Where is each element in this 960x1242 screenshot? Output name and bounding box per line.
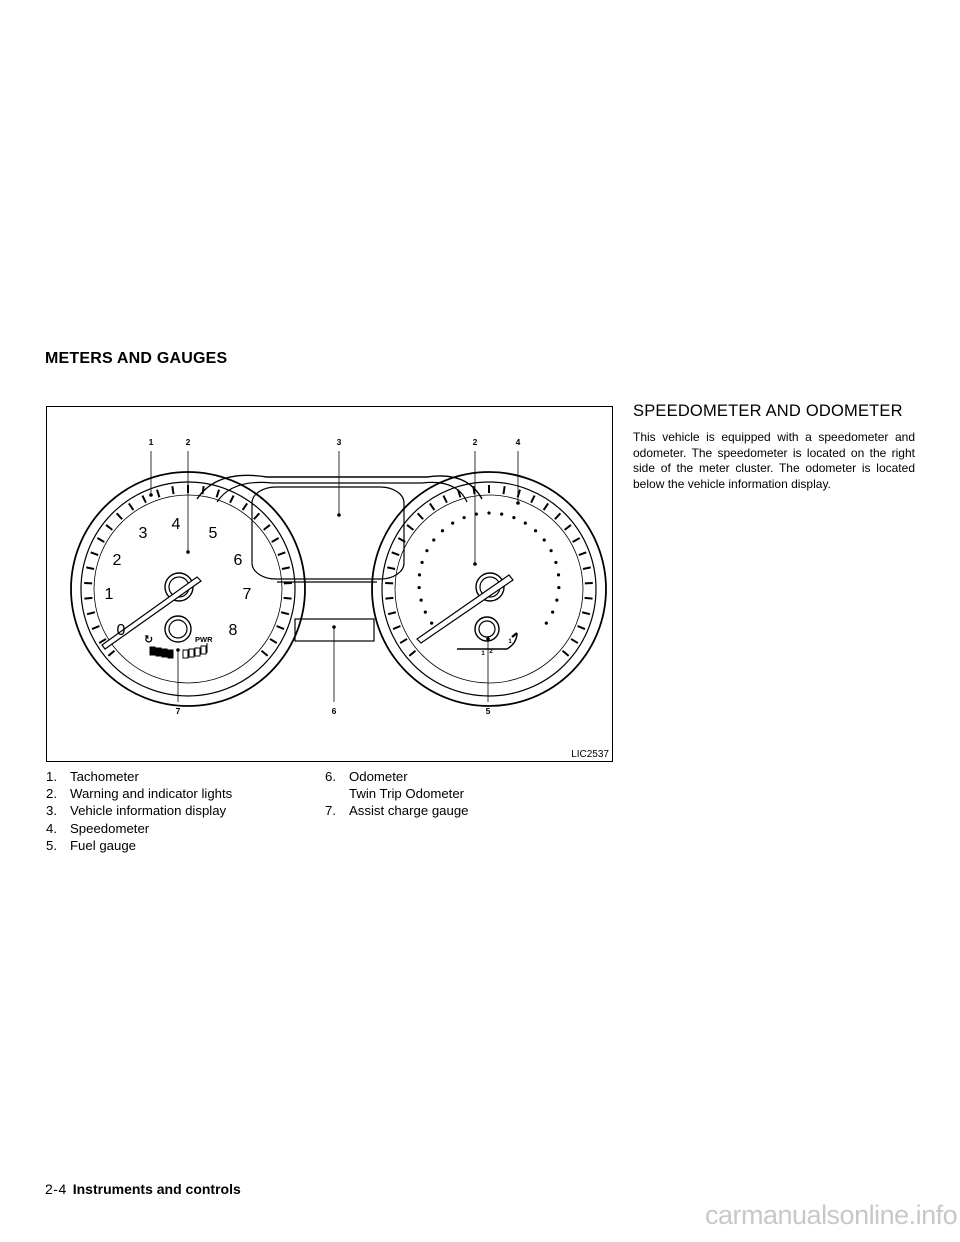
dial-tick (172, 486, 173, 494)
speedometer-dot (451, 522, 454, 525)
dial-tick (582, 612, 590, 614)
legend-item (46, 785, 232, 802)
speedometer-dot (557, 586, 560, 589)
dial-tick (106, 525, 112, 530)
dial-tick (531, 496, 535, 503)
tach-number-2: 2 (112, 552, 122, 569)
speedometer-dot (418, 586, 421, 589)
dial-tick (264, 525, 270, 530)
legend-text: Vehicle information display (70, 803, 227, 819)
dial-tick (270, 639, 277, 643)
tach-number-1: 1 (104, 586, 114, 603)
speedometer-dot (418, 573, 421, 576)
dial-tick (579, 552, 586, 555)
dial-tick (400, 639, 407, 643)
dial-tick (142, 496, 146, 503)
tach-number-6: 6 (233, 552, 243, 569)
callout-4: 4 (515, 437, 521, 447)
dial-tick (230, 496, 234, 503)
dial-tick (430, 503, 435, 510)
dial-tick (385, 598, 393, 599)
speedometer-dot (430, 622, 433, 625)
dial-tick (578, 626, 585, 629)
legend-item (325, 802, 469, 819)
callout-2-right: 2 (472, 437, 478, 447)
fuel-mark-half: 2 (489, 649, 493, 655)
dial-tick (202, 486, 203, 494)
legend-num: 3. (46, 803, 57, 819)
legend-num: 2. (46, 786, 57, 802)
speedometer-dot (441, 529, 444, 532)
speedometer-dot (420, 561, 423, 564)
dial-tick (282, 567, 290, 569)
tach-number-8: 8 (228, 622, 238, 639)
tach-number-0: 0 (116, 622, 126, 639)
callout-3: 3 (336, 437, 342, 447)
legend-item (46, 820, 232, 837)
callout-6: 6 (331, 706, 337, 716)
callout-7: 7 (175, 706, 181, 716)
speedometer-dot (543, 538, 546, 541)
speedometer-dot (463, 516, 466, 519)
dial-tick (544, 503, 549, 510)
sub-heading: SPEEDOMETER AND ODOMETER (633, 402, 903, 420)
legend-item (46, 802, 232, 819)
legend-item (46, 837, 232, 854)
speedometer-dot (534, 529, 537, 532)
dial-tick (407, 525, 413, 530)
speedometer-dot (554, 561, 557, 564)
dial-tick (393, 626, 400, 629)
tach-number-7: 7 (242, 586, 252, 603)
legend-num: 7. (325, 803, 336, 819)
legend-item (46, 768, 232, 785)
dial-tick (284, 598, 292, 599)
dial-tick (129, 503, 134, 510)
dial-tick (458, 490, 460, 498)
chapter-title: Instruments and controls (72, 1181, 241, 1197)
legend-text: Speedometer (70, 820, 150, 836)
dial-tick (243, 503, 248, 510)
dial-tick (86, 567, 94, 569)
speedometer-dot (512, 516, 515, 519)
dial-tick (571, 639, 578, 643)
speedometer-dot (555, 599, 558, 602)
speedometer-dot (545, 622, 548, 625)
dial-tick (84, 598, 92, 599)
legend-text: Assist charge gauge (349, 803, 469, 819)
legend-item (325, 768, 469, 785)
speedometer-dot (524, 522, 527, 525)
tach-number-4: 4 (171, 516, 181, 533)
dial-tick (409, 651, 415, 656)
eco-icon: ↻ (144, 633, 154, 646)
dial-tick (503, 486, 504, 494)
dial-tick (117, 513, 122, 519)
page-number: 2-4 (45, 1181, 67, 1197)
section-heading: METERS AND GAUGES (45, 350, 228, 367)
tach-number-5: 5 (208, 525, 218, 542)
dial-tick (281, 612, 289, 614)
fuel-mark-empty: 1 (481, 651, 485, 657)
dial-tick (555, 513, 560, 519)
callout-1: 1 (148, 437, 154, 447)
instrument-cluster-figure (46, 406, 613, 762)
speedometer-dot (432, 538, 435, 541)
speedometer-dot (557, 573, 560, 576)
legend-text: Tachometer (70, 769, 139, 784)
dial-tick (97, 538, 104, 542)
legend-text: Fuel gauge (70, 837, 136, 853)
legend-subtext: Twin Trip Odometer (349, 786, 465, 802)
legend-num: 6. (325, 769, 336, 784)
dial-tick (272, 538, 279, 542)
dial-tick (392, 552, 399, 555)
legend-num: 1. (46, 769, 57, 784)
dial-tick (585, 598, 593, 599)
dial-tick (473, 486, 474, 494)
tach-number-3: 3 (138, 525, 148, 542)
dial-tick (565, 525, 571, 530)
dial-tick (277, 626, 284, 629)
speedometer-dot (425, 549, 428, 552)
speedometer-dot (424, 611, 427, 614)
pwr-label: PWR (195, 635, 213, 644)
dial-tick (217, 490, 219, 498)
speedometer-dot (487, 511, 490, 514)
speedometer-dot (500, 513, 503, 516)
speedometer-dot (549, 549, 552, 552)
dial-tick (583, 567, 591, 569)
callout-5: 5 (485, 706, 491, 716)
dial-tick (418, 513, 423, 519)
speedometer-dot (551, 611, 554, 614)
dial-tick (91, 552, 98, 555)
body-paragraph: This vehicle is equipped with a speedometer and odometer. The speedometer is located on the right side of the meter cluster. The odometer is located below the vehicle information display. (633, 430, 915, 491)
dial-tick (573, 538, 580, 542)
callout-2-left: 2 (185, 437, 191, 447)
legend-num: 5. (46, 837, 57, 853)
dial-tick (443, 496, 447, 503)
dial-tick (262, 651, 268, 656)
dial-tick (387, 567, 395, 569)
legend-left (46, 768, 232, 854)
legend-right (325, 768, 469, 820)
dial-tick (92, 626, 99, 629)
legend-text: Odometer (349, 769, 408, 784)
fuel-mark-full: 1 (508, 639, 512, 645)
dial-tick (87, 612, 95, 614)
dial-tick (157, 490, 159, 498)
dial-tick (108, 651, 114, 656)
dial-tick (278, 552, 285, 555)
page-footer (45, 1181, 241, 1197)
figure-code: LIC2537 (571, 749, 609, 760)
cluster-illustration (47, 407, 614, 763)
legend-text: Warning and indicator lights (70, 786, 233, 802)
watermark: carmanualsonline.info (705, 1200, 958, 1230)
speedometer-dot (420, 599, 423, 602)
legend-num: 4. (46, 820, 57, 836)
dial-tick (388, 612, 396, 614)
dial-tick (254, 513, 259, 519)
dial-tick (563, 651, 569, 656)
